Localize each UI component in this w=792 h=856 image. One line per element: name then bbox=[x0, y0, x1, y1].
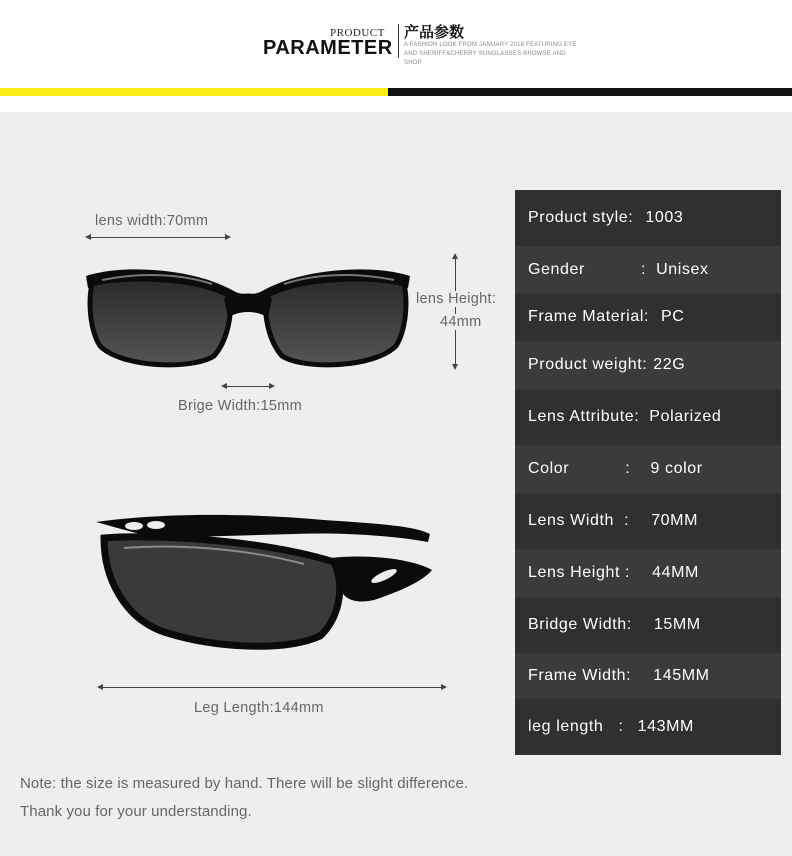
spec-value: 1003 bbox=[645, 209, 684, 226]
bridge-width-line bbox=[226, 386, 270, 387]
spec-value: Polarized bbox=[649, 408, 722, 425]
arrow-left-icon bbox=[97, 684, 103, 690]
spec-label: leg length : bbox=[528, 718, 624, 735]
header-subtitle-line2: AND SHERIFF&CHERRY SUNGLASSES BROWSE AND SHOP bbox=[404, 51, 566, 66]
lens-width-label: lens width:70mm bbox=[95, 213, 209, 229]
spec-row-leg-length bbox=[515, 699, 781, 755]
spec-row-lens-attribute bbox=[515, 389, 781, 445]
spec-row-gender bbox=[515, 246, 781, 293]
spec-value: : 9 color bbox=[625, 460, 703, 477]
spec-value: 143MM bbox=[637, 718, 694, 735]
spec-label: Color bbox=[528, 460, 570, 477]
spec-label: Frame Width: bbox=[528, 667, 632, 684]
lens-height-line bbox=[455, 258, 456, 366]
spec-value: 145MM bbox=[653, 667, 710, 684]
spec-label: Lens Width : bbox=[528, 512, 630, 529]
spec-value: PC bbox=[661, 308, 685, 325]
arrow-right-icon bbox=[225, 234, 231, 240]
spec-label: Product style: bbox=[528, 209, 634, 226]
arrow-right-icon bbox=[269, 383, 275, 389]
header-title: PARAMETER bbox=[263, 37, 393, 59]
spec-row-color bbox=[515, 445, 781, 493]
spec-value: 15MM bbox=[653, 616, 701, 633]
side-view-glasses-image bbox=[94, 508, 436, 658]
lens-height-label: lens Height: bbox=[416, 291, 497, 307]
arrow-left-icon bbox=[85, 234, 91, 240]
spec-label: Gender bbox=[528, 260, 585, 278]
arrow-down-icon bbox=[452, 364, 458, 370]
spec-row-bridge-width bbox=[515, 597, 781, 653]
spec-label: Bridge Width: bbox=[528, 616, 632, 633]
spec-label: Lens Height : bbox=[528, 564, 631, 581]
bridge-width-label: Brige Width:15mm bbox=[178, 398, 303, 414]
spec-row-frame-material bbox=[515, 293, 781, 341]
spec-row-lens-width bbox=[515, 493, 781, 549]
header-divider bbox=[398, 24, 399, 58]
spec-label: Product weight: bbox=[528, 356, 648, 373]
spec-value: 44MM bbox=[652, 564, 699, 581]
header-subtitle-line1: A FASHION LOOK FROM JANUARY 2018 FEATURING EYE bbox=[404, 42, 577, 48]
header-product-label: PRODUCT bbox=[330, 27, 385, 39]
arrow-up-icon bbox=[452, 253, 458, 259]
accent-stripe-black bbox=[388, 88, 792, 96]
lens-height-value: 44mm bbox=[440, 314, 482, 330]
accent-stripe-yellow bbox=[0, 88, 388, 96]
spec-row-frame-width bbox=[515, 653, 781, 699]
spec-table bbox=[515, 190, 781, 755]
spec-row-lens-height bbox=[515, 549, 781, 597]
spec-row-product-style bbox=[515, 190, 781, 246]
spec-label: Lens Attribute: bbox=[528, 408, 640, 425]
page-header bbox=[0, 0, 792, 86]
spec-value: 22G bbox=[653, 356, 686, 373]
arrow-left-icon bbox=[221, 383, 227, 389]
spec-row-product-weight bbox=[515, 341, 781, 389]
size-note-line2: Thank you for your understanding. bbox=[20, 803, 252, 820]
lens-width-line bbox=[90, 237, 226, 238]
leg-length-line bbox=[102, 687, 442, 688]
front-view-glasses-image bbox=[82, 262, 414, 374]
size-note-line1: Note: the size is measured by hand. There will be slight difference. bbox=[20, 775, 469, 792]
arrow-right-icon bbox=[441, 684, 447, 690]
leg-length-label: Leg Length:144mm bbox=[194, 700, 324, 716]
spec-label: Frame Material: bbox=[528, 308, 650, 325]
spec-value: 70MM bbox=[651, 512, 699, 529]
header-chinese-title: 产品参数 bbox=[404, 23, 465, 41]
spec-value: : Unisex bbox=[640, 260, 709, 278]
header-subtitle bbox=[404, 41, 584, 68]
